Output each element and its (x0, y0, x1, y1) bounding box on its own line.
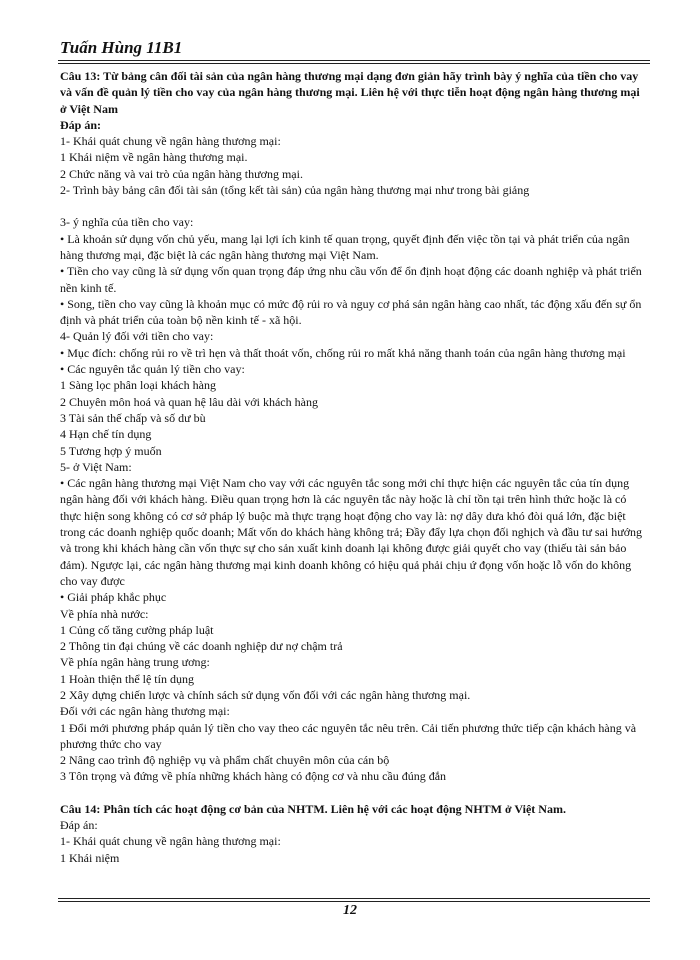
footer-rule-bottom (58, 901, 650, 902)
page-number: 12 (343, 903, 357, 918)
header-rule-top (58, 60, 650, 61)
q13-section-heading: 3- ý nghĩa của tiền cho vay: (60, 215, 194, 230)
q14-line: 1 Khái niệm (60, 850, 120, 865)
header-rule-bottom (58, 63, 650, 64)
question-13-title: Câu 13: Từ bảng cân đối tài sản của ngân hàng thương mại dạng đơn giản hãy trình bày ý nghĩa của tiền cho vay và vấn đề quản lý tiền cho vay của ngân hàng thương mại. Liên hệ với thực tiễn hoạt động ngân hàng thương mại ở Việt Nam (60, 69, 640, 116)
paragraph-gap (60, 198, 648, 214)
q13-line: 1- Khái quát chung về ngân hàng thương mại: (60, 134, 281, 149)
q13-section-heading: 5- ở Việt Nam: (60, 459, 132, 474)
q13-bullet: • Tiền cho vay cũng là sử dụng vốn quan trọng đáp ứng nhu cầu vốn để ổn định hoạt động các doanh nghiệp và phát triển nền kinh tế. (60, 264, 642, 295)
document-body (60, 68, 648, 866)
paragraph-gap (60, 785, 648, 801)
q13-bullet: • Giải pháp khắc phục (60, 590, 167, 605)
q13-list-item: 1 Hoàn thiện thể lệ tín dụng (60, 671, 194, 686)
q13-list-item: 2 Xây dựng chiến lược và chính sách sử dụng vốn đối với các ngân hàng thương mại. (60, 687, 471, 702)
q14-line: 1- Khái quát chung về ngân hàng thương mại: (60, 834, 281, 849)
q13-subheading: Đối với các ngân hàng thương mại: (60, 704, 230, 719)
q13-list-item: 2 Thông tin đại chúng về các doanh nghiệp dư nợ chậm trả (60, 639, 343, 654)
q13-line: 1 Khái niệm về ngân hàng thương mại. (60, 150, 248, 165)
q13-list-item: 1 Củng cố tăng cường pháp luật (60, 622, 214, 637)
question-14-answer-label: Đáp án: (60, 818, 98, 833)
q13-list-item: 4 Hạn chế tín dụng (60, 427, 152, 442)
q13-list-item: 2 Nâng cao trình độ nghiệp vụ và phẩm chất chuyên môn của cán bộ (60, 753, 390, 768)
q13-subheading: Về phía ngân hàng trung ương: (60, 655, 210, 670)
footer-rule-top (58, 898, 650, 899)
q13-list-item: 1 Đổi mới phương pháp quản lý tiền cho vay theo các nguyên tắc nêu trên. Cải tiến phương thức tiếp cận khách hàng và phương thức cho vay (60, 720, 637, 751)
q13-bullet: • Là khoản sử dụng vốn chủ yếu, mang lại lợi ích kinh tế quan trọng, quyết định đến việc tồn tại và phát triển của ngân hàng thương mại, đặc biệt là các ngân hàng thương mại Việt Nam. (60, 231, 630, 262)
q13-list-item: 5 Tương hợp ý muốn (60, 443, 162, 458)
q13-line: 2 Chức năng và vai trò của ngân hàng thương mại. (60, 166, 303, 181)
q13-bullet: • Mục đích: chống rủi ro về trì hẹn và thất thoát vốn, chống rủi ro mất khả năng thanh toán của ngân hàng thương mại (60, 345, 626, 360)
q13-bullet: • Các ngân hàng thương mại Việt Nam cho vay với các nguyên tắc song mới chỉ thực hiện các nguyên tắc của tín dụng ngân hàng đối với khách hàng. Điều quan trọng hơn là các nguyên tắc này hoặc là chỉ tồn tại trên hình thức hoặc là có thực hiện song không có cơ sở pháp lý buộc mà thực trạng hoạt động cho vay là: nợ dây dưa khó đòi quá lớn, đặc biệt trong các doanh nghiệp quốc doanh; Mất vốn do khách hàng không trả; Đầy đẩy lựa chọn đối nghịch và đầu tư sai hướng và trong khi khách hàng cần vốn thực sự cho sản xuất kinh doanh lại không được giải quyết cho vay (thiếu tài sản bảo đảm). Ngược lại, các ngân hàng thương mại kinh doanh không có hiệu quả phải chịu ứ đọng vốn hoặc lỗ vốn do không cho vay được (60, 476, 643, 588)
question-14-title: Câu 14: Phân tích các hoạt động cơ bản của NHTM. Liên hệ với các hoạt động NHTM ở Việt Nam. (60, 801, 566, 816)
q13-line: 2- Trình bày bảng cân đối tài sản (tổng kết tài sản) của ngân hàng thương mại như trong bài giảng (60, 183, 530, 198)
q13-section-heading: 4- Quản lý đối với tiền cho vay: (60, 329, 214, 344)
header-title: Tuấn Hùng 11B1 (60, 38, 183, 57)
q13-subheading: Về phía nhà nước: (60, 606, 149, 621)
question-13-answer-label: Đáp án: (60, 117, 102, 132)
q13-list-item: 3 Tài sản thế chấp và số dư bù (60, 410, 206, 425)
q13-list-item: 2 Chuyên môn hoá và quan hệ lâu dài với khách hàng (60, 394, 318, 409)
q13-list-item: 3 Tôn trọng và đứng về phía những khách hàng có động cơ và nhu cầu đúng đắn (60, 769, 447, 784)
q13-list-item: 1 Sàng lọc phân loại khách hàng (60, 378, 216, 393)
q13-bullet: • Các nguyên tắc quản lý tiền cho vay: (60, 362, 245, 377)
q13-bullet: • Song, tiền cho vay cũng là khoản mục có mức độ rủi ro và nguy cơ phá sản ngân hàng cao nhất, tác động xấu đến sự ổn định và phát triển của toàn bộ nền kinh tế - xã hội. (60, 296, 642, 328)
